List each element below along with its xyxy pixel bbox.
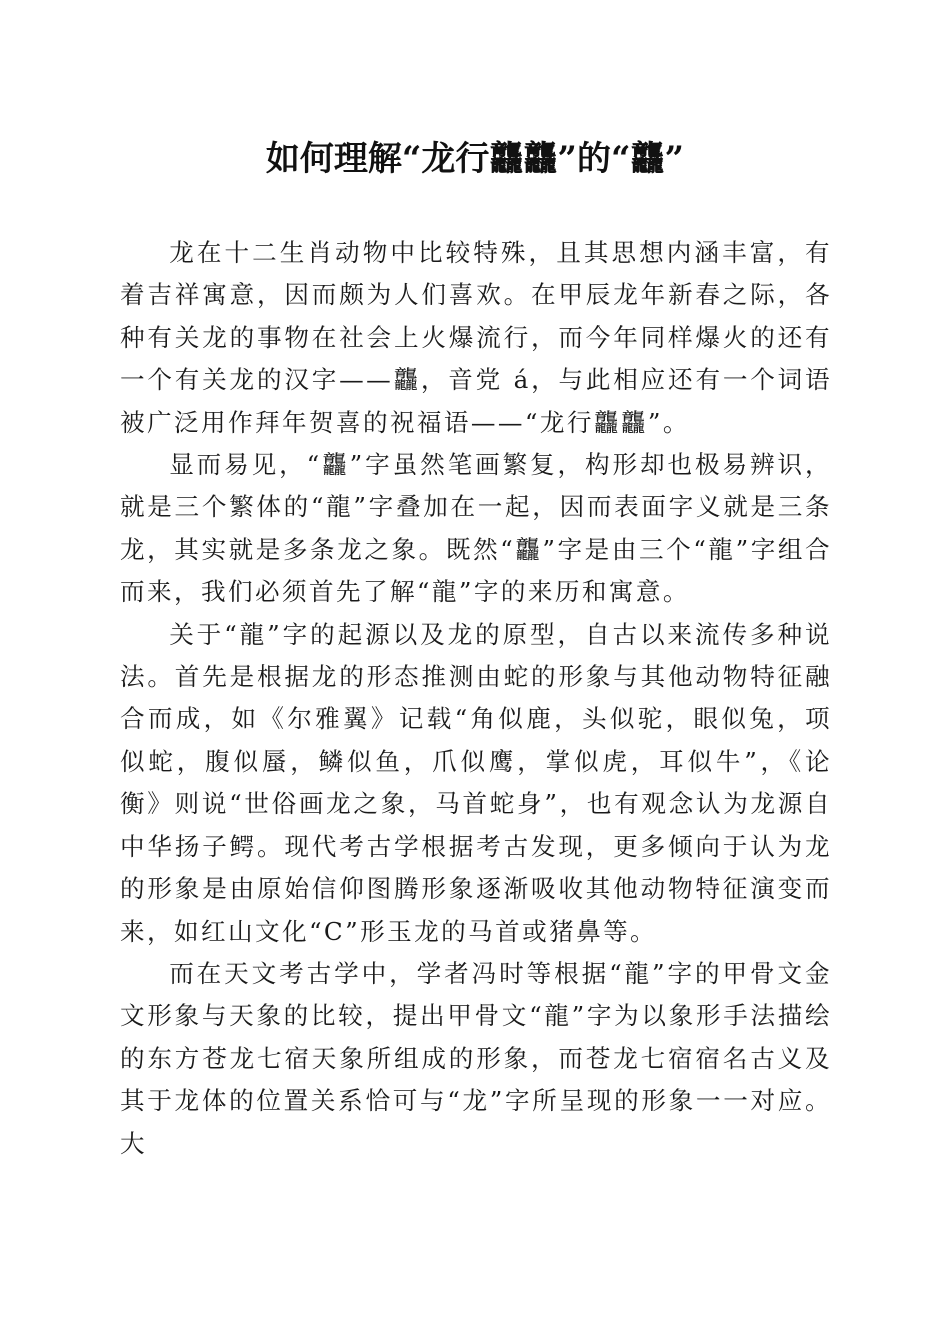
document-body (120, 232, 832, 1165)
document-title: 如何理解“龙行龘龘”的“龘” (265, 139, 685, 179)
paragraph: 而在天文考古学中，学者冯时等根据“龍”字的甲骨文金文形象与天象的比较，提出甲骨文“龍”字为以象形手法描绘的东方苍龙七宿天象所组成的形象，而苍龙七宿宿名古义及其于龙体的位置关系恰可与“龙”字所呈现的形象一一对应。大 (120, 958, 832, 1158)
paragraph: 龙在十二生肖动物中比较特殊，且其思想内涵丰富，有着吉祥寓意，因而颇为人们喜欢。在甲辰龙年新春之际，各种有关龙的事物在社会上火爆流行，而今年同样爆火的还有一个有关龙的汉字——龘，音党 á，与此相应还有一个词语被广泛用作拜年贺喜的祝福语——“龙行龘龘”。 (120, 238, 832, 437)
paragraph: 显而易见，“龘”字虽然笔画繁复，构形却也极易辨识，就是三个繁体的“龍”字叠加在一起，因而表面字义就是三条龙，其实就是多条龙之象。既然“龘”字是由三个“龍”字组合而来，我们必须首先了解“龍”字的来历和寓意。 (120, 450, 832, 607)
paragraph: 关于“龍”字的起源以及龙的原型，自古以来流传多种说法。首先是根据龙的形态推测由蛇的形象与其他动物特征融合而成，如《尔雅翼》记载“角似鹿，头似驼，眼似兔，项似蛇，腹似蜃，鳞似鱼，爪似鹰，掌似虎，耳似牛”，《论衡》则说“世俗画龙之象，马首蛇身”，也有观念认为龙源自中华扬子鳄。现代考古学根据考古发现，更多倾向于认为龙的形象是由原始信仰图腾形象逐渐吸收其他动物特征演变而来，如红山文化“C”形玉龙的马首或猪鼻等。 (120, 619, 832, 946)
